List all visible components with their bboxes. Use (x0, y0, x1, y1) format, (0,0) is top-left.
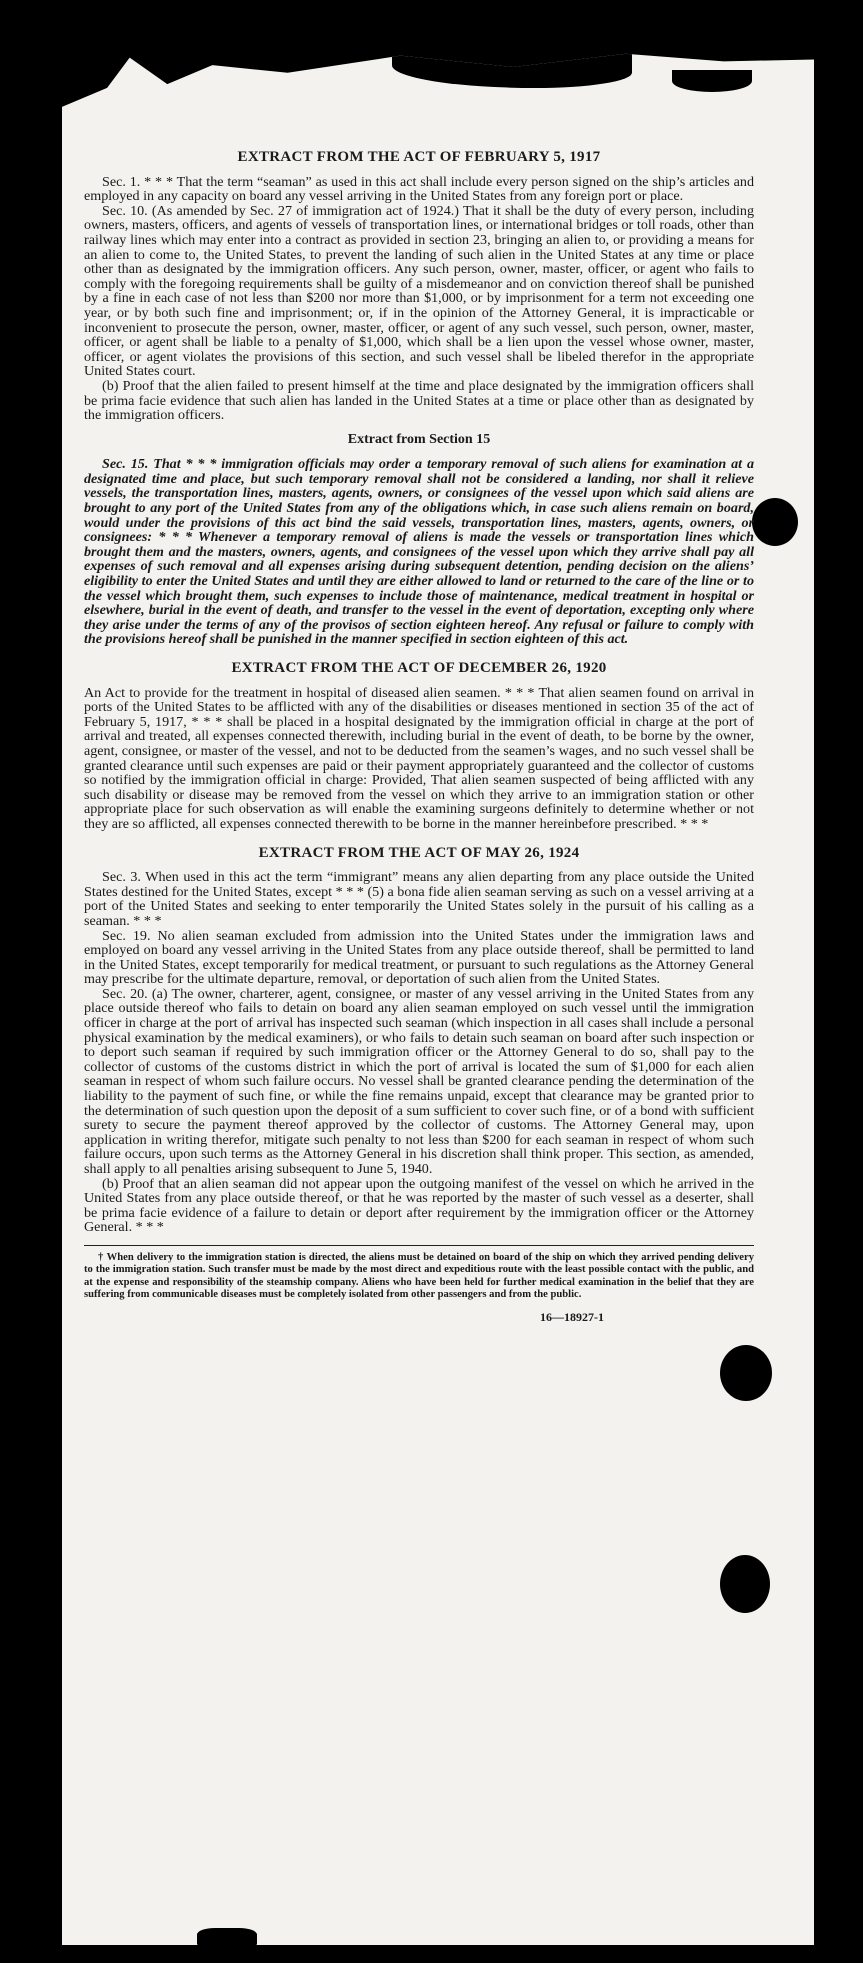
torn-edge-top (392, 50, 632, 88)
paragraph-1920: An Act to provide for the treatment in hospital of diseased alien seamen. * * * That alien seamen found on arrival in ports of the United States to be afflicted with any of the disabilities or diseases mentioned in section 35 of the act of February 5, 1917, * * * shall be placed in a hospital designated by the immigration official in charge at the port of arrival and treated, all expenses connected therewith, including burial in the event of death, to be borne by the owner, agent, consignee, or master of the vessel, and not to be deducted from the seamen’s wages, and no such vessel shall be granted clearance until such expenses are paid or their payment appropriately guaranteed and the collector of customs so notified by the immigration official in charge: Provided, That alien seamen suspected of being afflicted with any such disability or disease may be removed from the vessel on which they arrive to an immigration station or other appropriate place for such observation as will enable the examining surgeons definitely to determine whether or not they are so afflicted, all expenses connected therewith to be borne in the manner hereinbefore prescribed. * * * (84, 684, 754, 832)
paragraph-1917-sec10: Sec. 10. (As amended by Sec. 27 of immigration act of 1924.) That it shall be the duty of every person, including owners, masters, officers, and agents of vessels of transportation lines, or international bridges or toll roads, other than railway lines which may enter into a contract as provided in section 23, bringing an alien to, or providing a means for an alien to come to, the United States, to prevent the landing of such alien in the United States at any time or place other than as designated by the immigration officers. Any such person, owner, master, officer, or agent who fails to comply with the foregoing requirements shall be guilty of a misdemeanor and on conviction thereof shall be punished by a fine in each case of not less than $200 nor more than $1,000, or by imprisonment for a term not exceeding one year, or by both such fine and imprisonment; or, if in the opinion of the Attorney General, it is impracticable or inconvenient to prosecute the person, owner, master, officer, or agent of any such vessel, such person, owner, master, officer, or agent shall be liable to a penalty of $1,000, which shall be a lien upon the vessel whose owner, master, officer, or agent violates the provisions of this section, and such vessel shall be libeled therefor in the appropriate United States court. (84, 202, 754, 380)
footnote: † When delivery to the immigration station is directed, the aliens must be detained on board of the ship on which they arrived pending delivery to the immigration station. Such transfer must be made by the most direct and expeditious route with the least possible contact with the public, and at the expense and responsibility of the steamship company. Aliens who have been held for further medical examination in the belief that they are suffering from communicable diseases must be completely isolated from other passengers and from the public. (84, 1251, 754, 1301)
punch-hole-top (752, 498, 798, 546)
paragraph-sec15: Sec. 15. That * * * immigration officials may order a temporary removal of such aliens for examination at a designated time and place, but such temporary removal shall not be considered a landing, nor shall it relieve vessels, the transportation lines, masters, agents, owners, or consignees of the vessel upon which said aliens are brought to any port of the United States from any of the obligations which, in case such aliens remain on board, would under the provisions of this act bind the said vessels, transportation lines, masters, agents, owners, or consignees: * * * Whenever a temporary removal of aliens is made the vessels or transportation lines which brought them and the masters, owners, agents, and consignees of the vessel upon which they arrive shall pay all expenses of such removal and all expenses arising during subsequent detention, pending decision on the aliens’ eligibility to enter the United States and until they are either allowed to land or returned to the care of the line or to the vessel which brought them, such expenses to include those of maintenance, medical treatment in hospital or elsewhere, burial in the event of death, and transfer to the vessel in the event of deportation, excepting only where they arise under the terms of any of the provisos of section eighteen hereof. Any refusal or failure to comply with the provisions hereof shall be punished in the manner specified in section eighteen of this act. (84, 456, 754, 648)
torn-edge-top-right (672, 70, 752, 92)
heading-act-1917: EXTRACT FROM THE ACT OF FEBRUARY 5, 1917 (237, 149, 601, 165)
paragraph-1924-sec20: Sec. 20. (a) The owner, charterer, agent, consignee, or master of any vessel arriving in the United States from any place outside thereof who fails to detain on board any alien seaman employed on such vessel until the immigration officer in charge at the port of arrival has inspected such seaman (which inspection in all cases shall include a personal physical examination by the medical examiners), or who fails to detain such seaman on board after such inspection or to deport such seaman if required by such immigration officer or the Attorney General to do so, shall pay to the collector of customs of the customs district in which the port of arrival is located the sum of $1,000 for each alien seaman in respect of whom such failure occurs. No vessel shall be granted clearance pending the determination of the liability to the payment of such fine, or while the fine remains unpaid, except that clearance may be granted prior to the determination of such question upon the deposit of a sum sufficient to cover such fine, or of a bond with sufficient surety to secure the payment thereof approved by the collector of customs. The Attorney General may, upon application in writing therefor, mitigate such penalty to not less than $200 for each seaman in respect of whom such failure occurs, upon such terms as the Attorney General in his discretion shall think proper. This section, as amended, shall apply to all penalties arising subsequent to June 5, 1940. (84, 985, 754, 1177)
paragraph-1917-b: (b) Proof that the alien failed to present himself at the time and place designated by the immigration officers shall be prima facie evidence that such alien has landed in the United States at a time or place other than as designated by the immigration officers. (84, 377, 754, 424)
heading-act-1920: EXTRACT FROM THE ACT OF DECEMBER 26, 1920 (231, 660, 607, 676)
document-text (84, 150, 754, 1324)
paragraph-1917-sec1: Sec. 1. * * * That the term “seaman” as used in this act shall include every person signed on the ship’s articles and employed in any capacity on board any vessel arriving in the United States from any foreign port or place. (84, 173, 754, 205)
paragraph-1924-b: (b) Proof that an alien seaman did not appear upon the outgoing manifest of the vessel on which he arrived in the United States from any place outside thereof, or that he was reported by the master of such vessel as a deserter, shall be prima facie evidence of a failure to detain or deport after requirement by the immigration officer or the Attorney General. * * * (84, 1175, 754, 1236)
form-number: 16—18927-1 (540, 1309, 604, 1324)
paragraph-1924-sec19: Sec. 19. No alien seaman excluded from admission into the United States under the immigration laws and employed on board any vessel arriving in the United States from any place outside thereof, shall be permitted to land in the United States, except temporarily for medical treatment, or pursuant to such regulations as the Attorney General may prescribe for the ultimate departure, removal, or deportation of such alien from the United States. (84, 927, 754, 988)
heading-act-1924: EXTRACT FROM THE ACT OF MAY 26, 1924 (258, 844, 580, 861)
footnote-divider (84, 1245, 754, 1246)
paragraph-1924-sec3: Sec. 3. When used in this act the term “immigrant” means any alien departing from any place outside the United States destined for the United States, except * * * (5) a bona fide alien seaman serving as such on a vessel arriving at a port of the United States and seeking to enter temporarily the United States solely in the pursuit of his calling as a seaman. * * * (84, 869, 754, 929)
punch-hole-middle (720, 1345, 772, 1401)
ink-blot (197, 1928, 257, 1945)
subheading-section-15: Extract from Section 15 (347, 431, 491, 447)
punch-hole-bottom (720, 1555, 770, 1613)
